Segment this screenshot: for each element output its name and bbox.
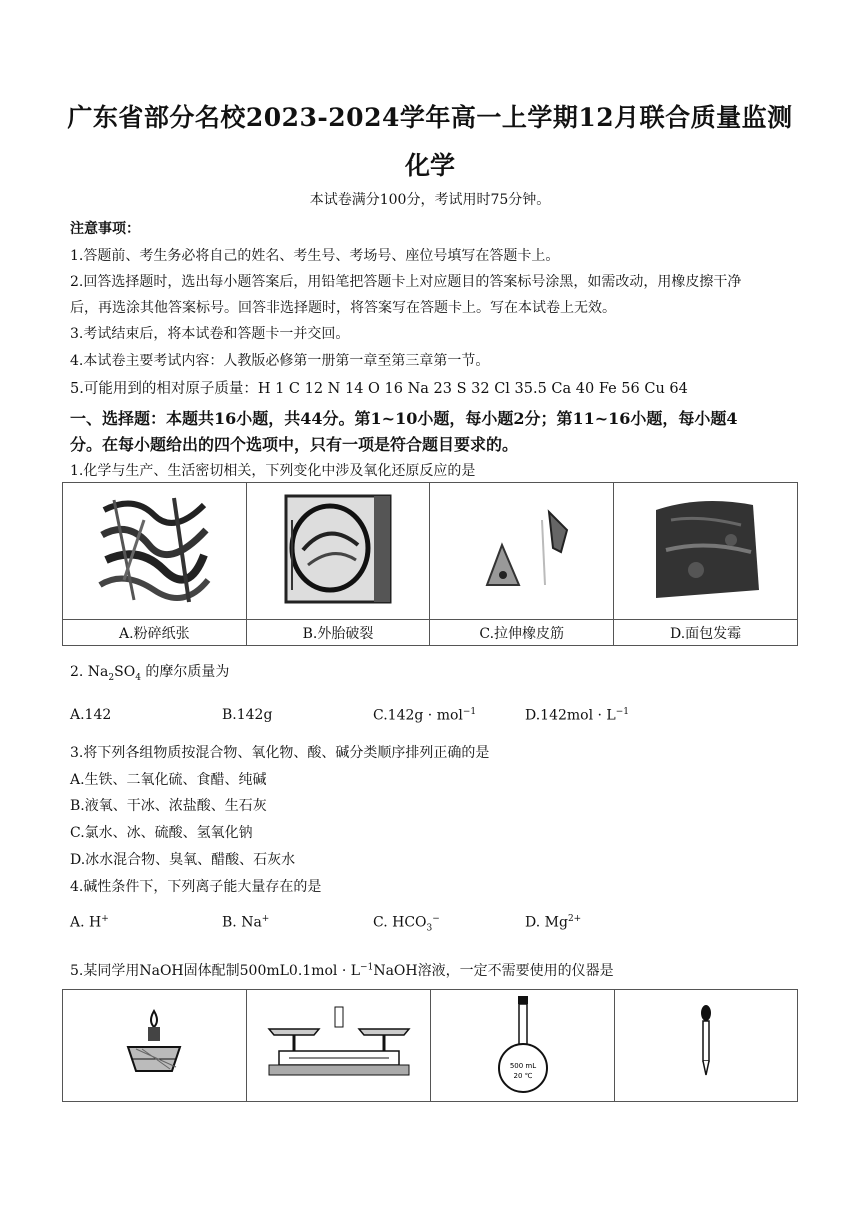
question-4-stem: 4.碱性条件下，下列离子能大量存在的是 bbox=[70, 879, 322, 895]
note-item: 1.答题前、考生务必将自己的姓名、考生号、考场号、座位号填写在答题卡上。 bbox=[70, 248, 560, 264]
note-item: 2.回答选择题时，选出每小题答案后，用铅笔把答题卡上对应题目的答案标号涂黑，如需改动，用橡皮擦干净 bbox=[70, 274, 742, 290]
option-c: C.142g · mol$^{-1}$ bbox=[373, 707, 477, 724]
option-b: B.142g bbox=[222, 707, 273, 723]
question-5-stem: 5.某同学用NaOH固体配制$500mL0.1mol \cdot L^{-1}NaOH$溶液，一定不需要使用的仪器是 bbox=[70, 962, 614, 979]
option-a: A. H+ bbox=[70, 914, 109, 931]
option-b: B.外胎破裂 bbox=[246, 620, 430, 646]
option-a: A.142 bbox=[70, 707, 112, 723]
flask-label-temperature: 20 ℃ bbox=[513, 1071, 533, 1080]
section-heading: 一、选择题：本题共16小题，共44分。第1~10小题，每小题2分；第11~16小题，每小题4 bbox=[70, 409, 738, 428]
dropper-image bbox=[614, 990, 797, 1102]
note-item: 3.考试结束后，将本试卷和答题卡一并交回。 bbox=[70, 326, 350, 342]
option-d: $D.142mol \cdot L^{-1}$ bbox=[525, 707, 630, 724]
option-c: C. $HCO_3^-$ bbox=[373, 914, 440, 934]
balance-image bbox=[246, 990, 431, 1102]
option-b: B.液氧、干冰、浓盐酸、生石灰 bbox=[70, 798, 267, 814]
section-heading: 分。在每小题给出的四个选项中，只有一项是符合题目要求的。 bbox=[70, 435, 519, 454]
option-c: C.拉伸橡皮筋 bbox=[430, 620, 614, 646]
option-b: B. Na+ bbox=[222, 914, 270, 931]
question-1-table bbox=[62, 482, 798, 646]
notes-heading: 注意事项： bbox=[70, 221, 140, 237]
note-item: 后，再选涂其他答案标号。回答非选择题时，将答案写在答题卡上。写在本试卷上无效。 bbox=[70, 300, 616, 316]
exam-title: 广东省部分名校2023-2024学年高一上学期12月联合质量监测 bbox=[67, 103, 793, 132]
question-5-table bbox=[62, 989, 798, 1102]
option-c: C.氯水、冰、硫酸、氢氧化钠 bbox=[70, 825, 253, 841]
flask-label-volume: 500 mL bbox=[509, 1061, 536, 1070]
rubber-band-image bbox=[430, 483, 614, 620]
moldy-bread-image bbox=[614, 483, 798, 620]
option-d: D.面包发霉 bbox=[614, 620, 798, 646]
option-d: D. $Mg^{2+}$ bbox=[525, 914, 582, 931]
broken-tire-image bbox=[246, 483, 430, 620]
option-a: A.生铁、二氧化硫、食醋、纯碱 bbox=[70, 772, 267, 788]
question-1-stem: 1.化学与生产、生活密切相关，下列变化中涉及氧化还原反应的是 bbox=[70, 463, 476, 479]
option-d: D.冰水混合物、臭氧、醋酸、石灰水 bbox=[70, 852, 296, 868]
note-item: 5.可能用到的相对原子质量：H 1 C 12 N 14 O 16 Na 23 S 32 Cl 35.5 Ca 40 Fe 56 Cu 64 bbox=[70, 381, 688, 397]
volumetric-flask-image bbox=[431, 990, 615, 1102]
note-item: 4.本试卷主要考试内容：人教版必修第一册第一章至第三章第一节。 bbox=[70, 353, 490, 369]
exam-subtitle: 本试卷满分100分，考试用时75分钟。 bbox=[309, 192, 551, 208]
question-2-stem: 2. $Na_2SO_4$ 的摩尔质量为 bbox=[70, 664, 230, 683]
torn-paper-image bbox=[63, 483, 247, 620]
alcohol-burner-image bbox=[63, 990, 247, 1102]
subject-title: 化学 bbox=[404, 151, 455, 180]
question-3-stem: 3.将下列各组物质按混合物、氧化物、酸、碱分类顺序排列正确的是 bbox=[70, 745, 490, 761]
option-a: A.粉碎纸张 bbox=[63, 620, 247, 646]
